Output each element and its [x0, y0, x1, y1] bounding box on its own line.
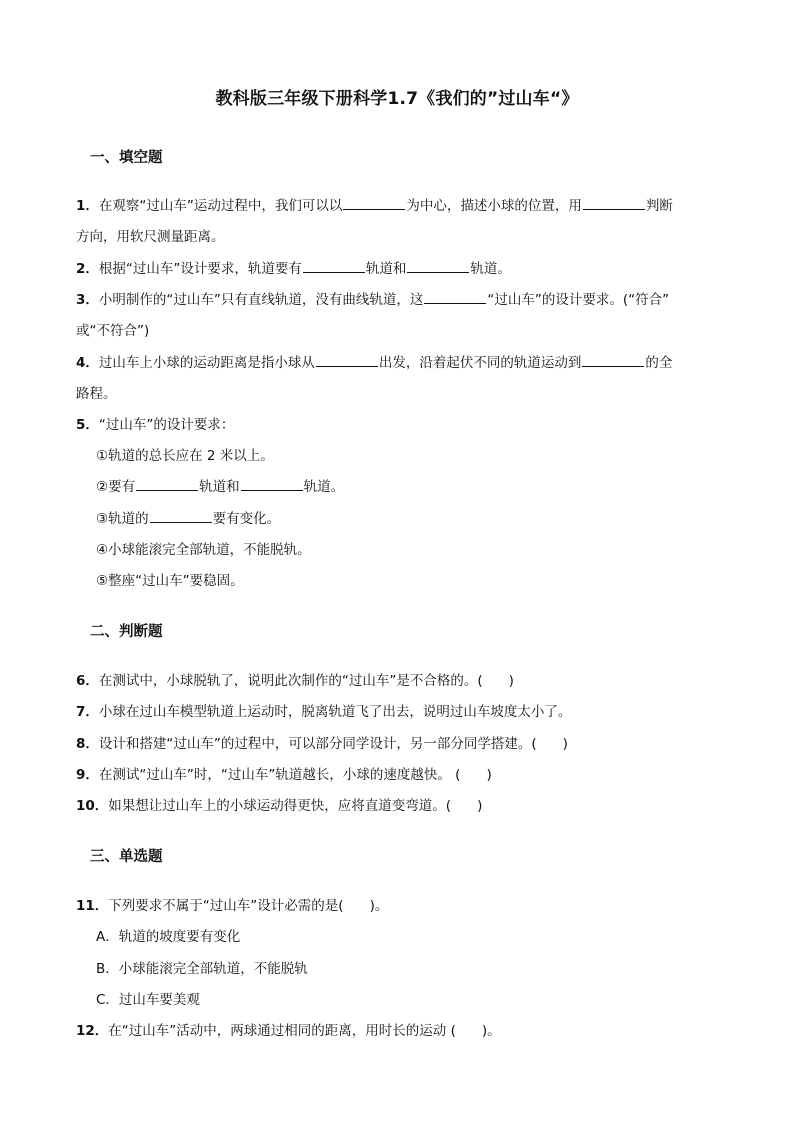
question-7: 7．小球在过山车模型轨道上运动时，脱离轨道飞了出去，说明过山车坡度太小了。: [76, 704, 572, 720]
question-number: 3．: [76, 292, 99, 308]
question-9: 9．在测试“过山车”时，“过山车”轨道越长，小球的速度越快。 ( ): [76, 767, 492, 783]
section-heading-true-false: 二、判断题: [90, 624, 163, 640]
question-4-cont: 路程。: [76, 386, 117, 402]
question-number: 7．: [76, 704, 99, 720]
question-5: 5．“过山车”的设计要求：: [76, 417, 235, 433]
question-number: 9．: [76, 767, 99, 783]
question-number: 4．: [76, 355, 99, 371]
option-b[interactable]: B．小球能滚完全部轨道，不能脱轨: [96, 961, 308, 977]
question-3-cont: 或“不符合”): [76, 323, 150, 339]
question-11: 11．下列要求不属于“过山车”设计必需的是( )。: [76, 898, 389, 914]
question-number: 11．: [76, 898, 109, 914]
answer-blank[interactable]: [316, 354, 378, 367]
answer-blank[interactable]: [150, 510, 212, 523]
question-10: 10．如果想让过山车上的小球运动得更快，应将直道变弯道。( ): [76, 798, 483, 814]
option-c[interactable]: C．过山车要美观: [96, 992, 200, 1008]
answer-blank[interactable]: [303, 260, 365, 273]
section-heading-fill-in: 一、填空题: [90, 150, 163, 166]
option-a[interactable]: A．轨道的坡度要有变化: [96, 929, 241, 945]
question-8: 8．设计和搭建“过山车”的过程中，可以部分同学设计，另一部分同学搭建。( ): [76, 736, 568, 752]
requirement-item-1: ①轨道的总长应在 2 米以上。: [96, 448, 274, 464]
section-heading-single-choice: 三、单选题: [90, 849, 163, 865]
question-number: 8．: [76, 736, 99, 752]
question-number: 10．: [76, 798, 109, 814]
question-number: 12．: [76, 1023, 109, 1039]
question-4: 4．过山车上小球的运动距离是指小球从 出发，沿着起伏不同的轨道运动到 的全: [76, 355, 673, 371]
answer-blank[interactable]: [424, 291, 486, 304]
question-3: 3．小明制作的“过山车”只有直线轨道，没有曲线轨道，这 “过山车”的设计要求。(“符合”: [76, 292, 670, 308]
question-1: 1．在观察“过山车”运动过程中，我们可以以 为中心，描述小球的位置，用 判断: [76, 198, 673, 214]
question-number: 2．: [76, 261, 99, 277]
answer-blank[interactable]: [343, 197, 405, 210]
answer-blank[interactable]: [583, 197, 645, 210]
requirement-item-3: ③轨道的 要有变化。: [96, 511, 281, 527]
answer-blank[interactable]: [241, 478, 303, 491]
answer-blank[interactable]: [136, 478, 198, 491]
question-6: 6．在测试中，小球脱轨了，说明此次制作的“过山车”是不合格的。( ): [76, 673, 514, 689]
question-2: 2．根据“过山车”设计要求，轨道要有 轨道和 轨道。: [76, 261, 511, 277]
question-number: 1．: [76, 198, 99, 214]
requirement-item-5: ⑤整座“过山车”要稳固。: [96, 573, 244, 589]
question-12: 12．在“过山车”活动中，两球通过相同的距离，用时长的运动 ( )。: [76, 1023, 501, 1039]
requirement-item-2: ②要有 轨道和 轨道。: [96, 479, 345, 495]
question-1-cont: 方向，用软尺测量距离。: [76, 229, 225, 245]
answer-blank[interactable]: [582, 354, 644, 367]
answer-blank[interactable]: [407, 260, 469, 273]
question-number: 5．: [76, 417, 99, 433]
question-number: 6．: [76, 673, 99, 689]
requirement-item-4: ④小球能滚完全部轨道，不能脱轨。: [96, 542, 311, 558]
page-title: 教科版三年级下册科学1.7《我们的”过山车“》: [215, 89, 579, 109]
